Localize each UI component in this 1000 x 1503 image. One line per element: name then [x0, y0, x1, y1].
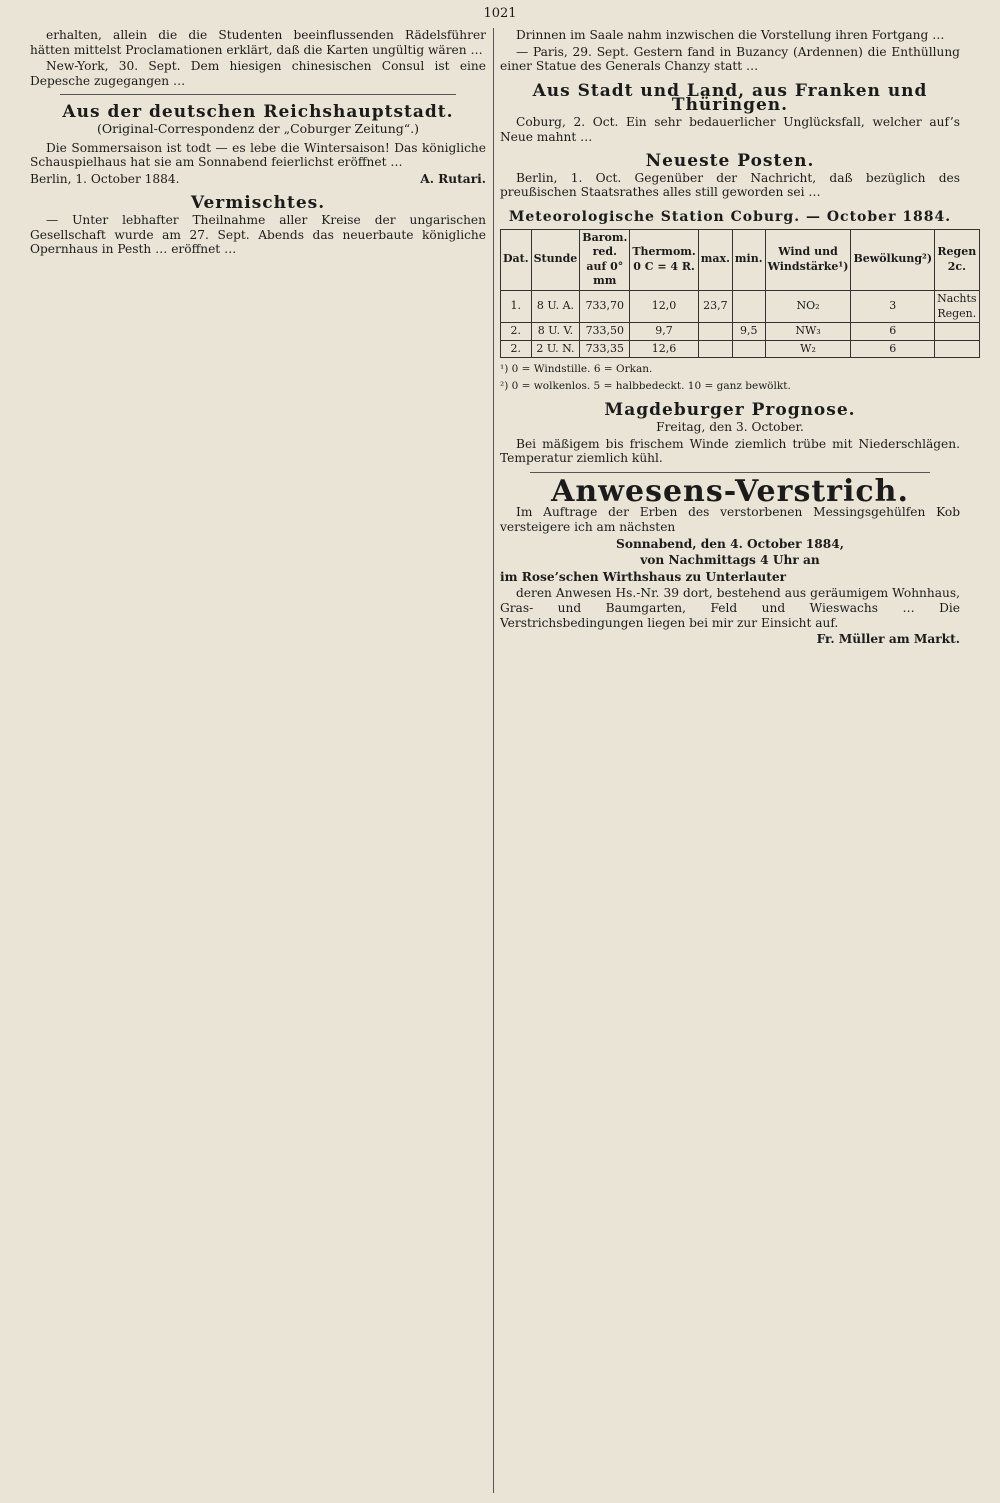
separator [60, 94, 456, 95]
heading-neueste-posten: Neueste Posten. [645, 151, 815, 172]
heading-stadt-und-land: Aus Stadt und Land, aus Franken und Thüringen. [532, 80, 928, 116]
weather-cell [698, 323, 732, 341]
advert-signature: Fr. Müller am Markt. [816, 632, 960, 647]
weather-cell: 2 U. N. [531, 340, 580, 358]
weather-cell: 733,35 [580, 340, 630, 358]
weather-cell: W₂ [765, 340, 851, 358]
weather-header-cell: Stunde [531, 229, 580, 290]
weather-cell: 9,5 [732, 323, 765, 341]
col2-paragraph-1: Drinnen im Saale nahm inzwischen die Vorstellung ihren Fortgang … [516, 28, 945, 42]
col1-paragraph-4: — Unter lebhafter Theilnahme aller Kreise der ungarischen Gesellschaft wurde am 27. Sept. Abends das neuerbaute königliche Opernhaus in Pesth … eröffnet … [30, 212, 486, 257]
weather-header-cell: Wind und Windstärke¹) [765, 229, 851, 290]
weather-header-cell: min. [732, 229, 765, 290]
col1-paragraph-3: Die Sommersaison ist todt — es lebe die Wintersaison! Das königliche Schauspielhaus hat sie am Sonnabend feierlichst eröffnet … [30, 140, 486, 170]
weather-cell: 12,0 [630, 290, 698, 322]
weather-cell [935, 340, 980, 358]
weather-cell [732, 290, 765, 322]
weather-cell: 12,6 [630, 340, 698, 358]
advert-date: Sonnabend, den 4. October 1884, [616, 536, 844, 551]
advert-time: von Nachmittags 4 Uhr an [640, 553, 820, 568]
weather-heading: Meteorologische Station Coburg. — October 1884. [508, 208, 952, 225]
weather-cell: 8 U. V. [531, 323, 580, 341]
weather-cell [935, 323, 980, 341]
weather-note-1: ¹) 0 = Windstille. 6 = Orkan. [500, 363, 653, 376]
weather-header-cell: Regen 2c. [935, 229, 980, 290]
weather-note-2: ²) 0 = wolkenlos. 5 = halbbedeckt. 10 = ganz bewölkt. [500, 379, 791, 392]
dateline-signature [30, 172, 486, 187]
weather-header-cell: Dat. [501, 229, 532, 290]
page-number: 1021 [483, 6, 517, 21]
weather-cell: NW₃ [765, 323, 851, 341]
author: A. Rutari. [420, 171, 486, 186]
col1-paragraph-2: New-York, 30. Sept. Dem hiesigen chinesischen Consul ist eine Depesche zugegangen … [30, 59, 486, 88]
prognose-date: Freitag, den 3. October. [656, 420, 804, 435]
weather-cell: 2. [501, 323, 532, 341]
weather-cell: 23,7 [698, 290, 732, 322]
weather-header-row [501, 229, 980, 290]
col2-paragraph-2: — Paris, 29. Sept. Gestern fand in Buzancy (Ardennen) die Enthüllung einer Statue des Generals Chanzy statt … [500, 44, 960, 74]
weather-cell [732, 340, 765, 358]
weather-cell: 733,50 [580, 323, 630, 341]
dateline: Berlin, 1. October 1884. [30, 171, 180, 186]
heading-vermischtes: Vermischtes. [190, 193, 326, 214]
weather-cell: 733,70 [580, 290, 630, 322]
advert-intro: Im Auftrage der Erben des verstorbenen Messingsgehülfen Kob versteigere ich am nächsten [500, 505, 960, 535]
advert-title: Anwesens-Verstrich. [551, 473, 909, 509]
weather-header-cell: Barom. red. auf 0° mm [580, 229, 630, 290]
weather-cell: 2. [501, 340, 532, 358]
weather-cell: 3 [851, 290, 935, 322]
weather-cell: 9,7 [630, 323, 698, 341]
column-divider [493, 28, 494, 1493]
right-column [500, 28, 977, 1495]
weather-cell: 1. [501, 290, 532, 322]
weather-row [501, 323, 980, 341]
left-column [30, 28, 486, 1495]
separator [530, 472, 930, 473]
col2-paragraph-3: Coburg, 2. Oct. Ein sehr bedauerlicher Unglücksfall, welcher auf’s Neue mahnt … [500, 114, 960, 144]
weather-cell: 6 [851, 323, 935, 341]
weather-cell [698, 340, 732, 358]
heading-subtitle: (Original-Correspondenz der „Coburger Zeitung“.) [97, 120, 419, 136]
col1-paragraph-1: erhalten, allein die die Studenten beeinflussenden Rädelsführer hätten mittelst Proclamationen erklärt, daß die Karten ungültig wären … [30, 28, 486, 57]
weather-row [501, 340, 980, 358]
heading-prognose: Magdeburger Prognose. [604, 400, 856, 421]
weather-header-cell: Bewölkung²) [851, 229, 935, 290]
weather-cell: Nachts Regen. [935, 290, 980, 322]
weather-cell: 8 U. A. [531, 290, 580, 322]
weather-header-cell: Thermom. 0 C = 4 R. [630, 229, 698, 290]
heading-reichshauptstadt: Aus der deutschen Reichshauptstadt. [62, 102, 454, 123]
advert-body: deren Anwesen Hs.-Nr. 39 dort, bestehend aus geräumigem Wohnhaus, Gras- und Baumgarten, Feld und Wieswachs … Die Verstrichsbedingungen liegen bei mir zur Einsicht auf. [500, 586, 960, 630]
advert-place: im Rose’schen Wirthshaus zu Unterlauter [500, 569, 786, 584]
weather-row [501, 290, 980, 322]
weather-table [500, 229, 980, 359]
col2-paragraph-4: Berlin, 1. Oct. Gegenüber der Nachricht, daß bezüglich des preußischen Staatsrathes alles still geworden sei … [500, 170, 960, 200]
weather-cell: 6 [851, 340, 935, 358]
prognose-text: Bei mäßigem bis frischem Winde ziemlich trübe mit Niederschlägen. Temperatur ziemlich kühl. [500, 436, 960, 466]
weather-header-cell: max. [698, 229, 732, 290]
weather-cell: NO₂ [765, 290, 851, 322]
